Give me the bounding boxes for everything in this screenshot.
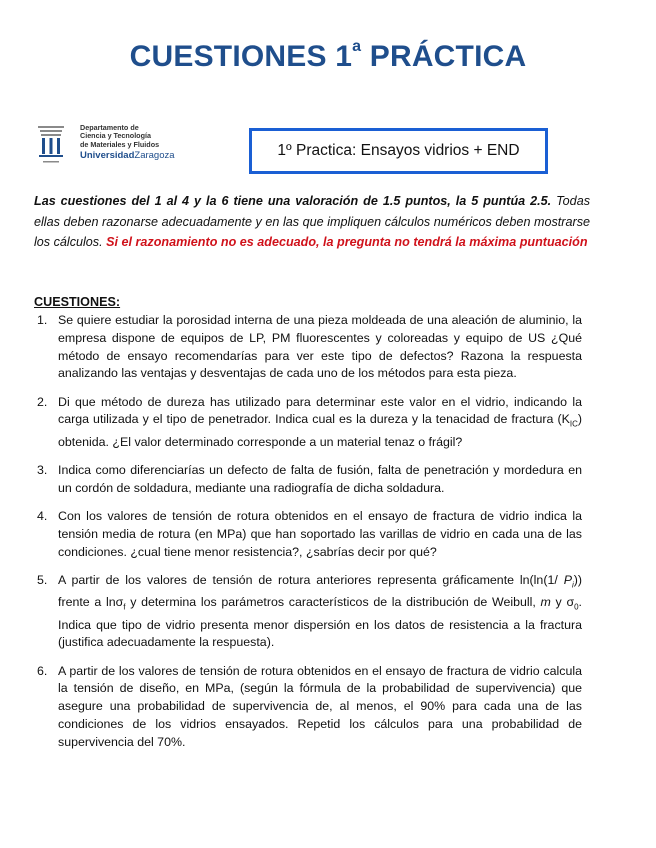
question-text: Se quiere estudiar la porosidad interna de una pieza moldeada de una aleación de aluminio, la empresa dispone de equipos de LP, PM fluorescentes y coloreadas y equipo de US ¿Qué método de ensayo recomendarías para ver este tipo de defectos? Razona la respuesta analizando las ventajas y desventajas de cada uno de los métodos para esta pieza. (58, 313, 582, 381)
page-title (0, 40, 656, 74)
intro-paragraph (34, 191, 590, 253)
question-number: 3. (37, 463, 48, 478)
question-number: 6. (37, 663, 48, 678)
weibull-modulus-symbol: m (540, 595, 551, 610)
question-number: 2. (37, 394, 48, 409)
department-line-3: de Materiales y Fluidos (80, 139, 160, 149)
intro-instructions: Todas ellas deben razonarse adecuadamente y en las que impliquen cálculos numéricos deben mostrarse los cálculos. (34, 194, 590, 249)
intro-warning: Si el razonamiento no es adecuado, la pregunta no tendrá la máxima puntuación (106, 235, 588, 249)
question-text-part-e: . Indica que tipo de vidrio presenta menor dispersión en los datos de resistencia a la fractura (justifica adecuadamente la respuesta). (58, 595, 582, 650)
question-text-part-b: ) obtenida. ¿El valor determinado corresponde a un material tenaz o frágil? (58, 412, 582, 449)
questions-heading: CUESTIONES: (34, 295, 121, 309)
question-number: 1. (37, 313, 48, 327)
page-title-ordinal: a (352, 38, 362, 55)
intro-scoring: Las cuestiones del 1 al 4 y la 6 tiene una valoración de 1.5 puntos, la 5 puntúa 2.5. (34, 194, 552, 208)
question-6 (34, 663, 582, 752)
questions-list (34, 312, 582, 762)
kic-subscript: IC (569, 419, 578, 429)
sigma-f-subscript: f (123, 602, 126, 612)
university-logo (36, 124, 196, 170)
question-text-part-c: y determina los parámetros característicos de la distribución de Weibull, (125, 595, 541, 610)
department-line-1: Departamento de (80, 123, 139, 132)
question-text: Indica como diferenciarías un defecto de falta de fusión, falta de penetración y mordedura en un cordón de soldadura, mediante una radiografía de dicha soldadura. (58, 463, 582, 495)
probability-subscript: i (571, 580, 574, 590)
question-text: Con los valores de tensión de rotura obtenidos en el ensayo de fractura de vidrio indica la tensión media de rotura (en MPa) que han soportado las varillas de vidrio en cada una de las condiciones. ¿cual tiene menor resistencia?, ¿sabrías decir por qué? (58, 509, 582, 559)
university-crest-icon (36, 124, 66, 168)
practice-title-box: 1º Practica: Ensayos vidrios + END (249, 128, 548, 174)
university-city: Zaragoza (134, 150, 175, 162)
question-text-part-b: )) frente a lnσ (58, 573, 582, 610)
question-text-part-a: A partir de los valores de tensión de rotura anteriores representa gráficamente ln(ln(1/ (58, 573, 564, 588)
university-word: Universidad (80, 150, 135, 162)
probability-symbol: P (563, 573, 572, 588)
question-1 (34, 312, 582, 383)
page-title-main: CUESTIONES 1 (129, 40, 353, 73)
question-text: A partir de los valores de tensión de rotura obtenidos en el ensayo de fractura de vidrio calcula la tensión de diseño, en MPa, (según la fórmula de la probabilidad de supervivencia) que asegure una probabilidad de supervivencia de, al menos, el 90% para cada una de las condiciones de los vidrios ensayados. Repetid los cálculos para una probabilidad de supervivencia del 70%. (58, 663, 582, 749)
page-title-rest: PRÁCTICA (361, 40, 527, 73)
question-text-part-a: Di que método de dureza has utilizado para determinar este valor en el vidrio, indicando la carga utilizada y el tipo de penetrador. Indica cual es la dureza y la tenacidad de fractura (K (58, 394, 582, 427)
question-text-part-d: y σ (550, 595, 575, 610)
question-5 (34, 572, 582, 652)
question-2 (34, 394, 582, 452)
department-line-2: Ciencia y Tecnología (80, 131, 151, 141)
sigma-0-subscript: 0 (574, 602, 579, 612)
university-logo-text (80, 124, 175, 161)
university-name (80, 152, 175, 160)
question-3 (34, 462, 582, 498)
question-number: 5. (37, 573, 48, 588)
question-number: 4. (37, 509, 48, 524)
question-4 (34, 508, 582, 561)
